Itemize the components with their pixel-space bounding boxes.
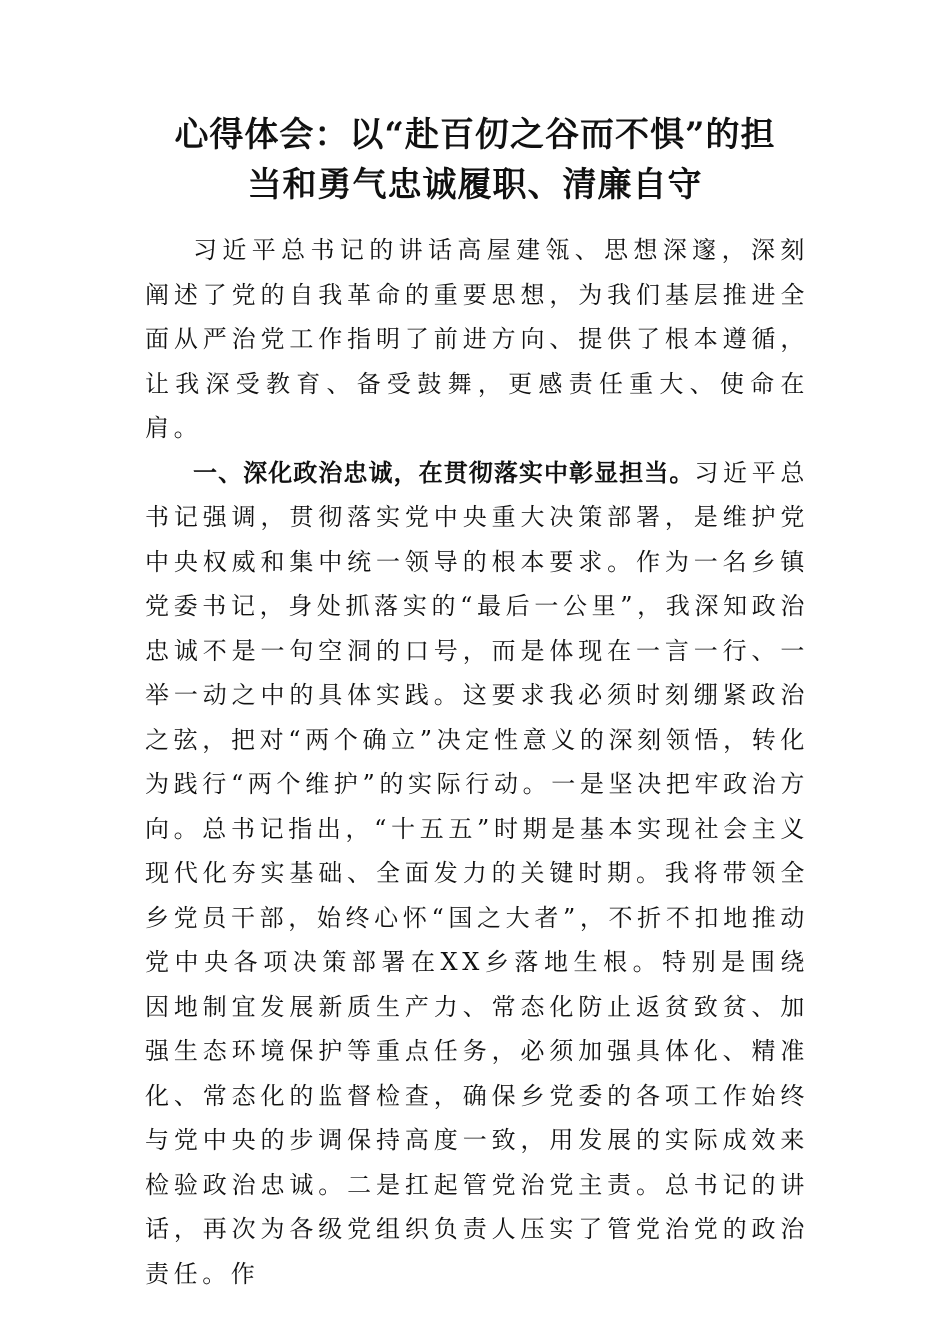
document-title: [120, 110, 830, 210]
title-line-2: 当和勇气忠诚履职、清廉自守: [247, 165, 703, 205]
document-body: [145, 228, 809, 1296]
title-line-1: 心得体会：以“赴百仞之谷而不惧”的担: [174, 115, 776, 155]
section-1-paragraph: [145, 451, 809, 1297]
section-1-text: 习近平总书记强调，贯彻落实党中央重大决策部署，是维护党中央权威和集中统一领导的根本要求。作为一名乡镇党委书记，身处抓落实的“最后一公里”，我深知政治忠诚不是一句空洞的口号，而是体现在一言一行、一举一动之中的具体实践。这要求我必须时刻绷紧政治之弦，把对“两个确立”决定性意义的深刻领悟，转化为践行“两个维护”的实际行动。一是坚决把牢政治方向。总书记指出，“十五五”时期是基本实现社会主义现代化夯实基础、全面发力的关键时期。我将带领全乡党员干部，始终心怀“国之大者”，不折不扣地推动党中央各项决策部署在XX乡落地生根。特别是围绕因地制宜发展新质生产力、常态化防止返贫致贫、加强生态环境保护等重点任务，必须加强具体化、精准化、常态化的监督检查，确保乡党委的各项工作始终与党中央的步调保持高度一致，用发展的实际成效来检验政治忠诚。二是扛起管党治党主责。总书记的讲话，再次为各级党组织负责人压实了管党治党的政治责任。作: [145, 458, 809, 1288]
intro-paragraph: 习近平总书记的讲话高屋建瓴、思想深邃，深刻阐述了党的自我革命的重要思想，为我们基层推进全面从严治党工作指明了前进方向、提供了根本遵循，让我深受教育、备受鼓舞，更感责任重大、使命在肩。: [145, 236, 809, 442]
section-1-heading: 一、深化政治忠诚，在贯彻落实中彰显担当。: [193, 458, 695, 487]
